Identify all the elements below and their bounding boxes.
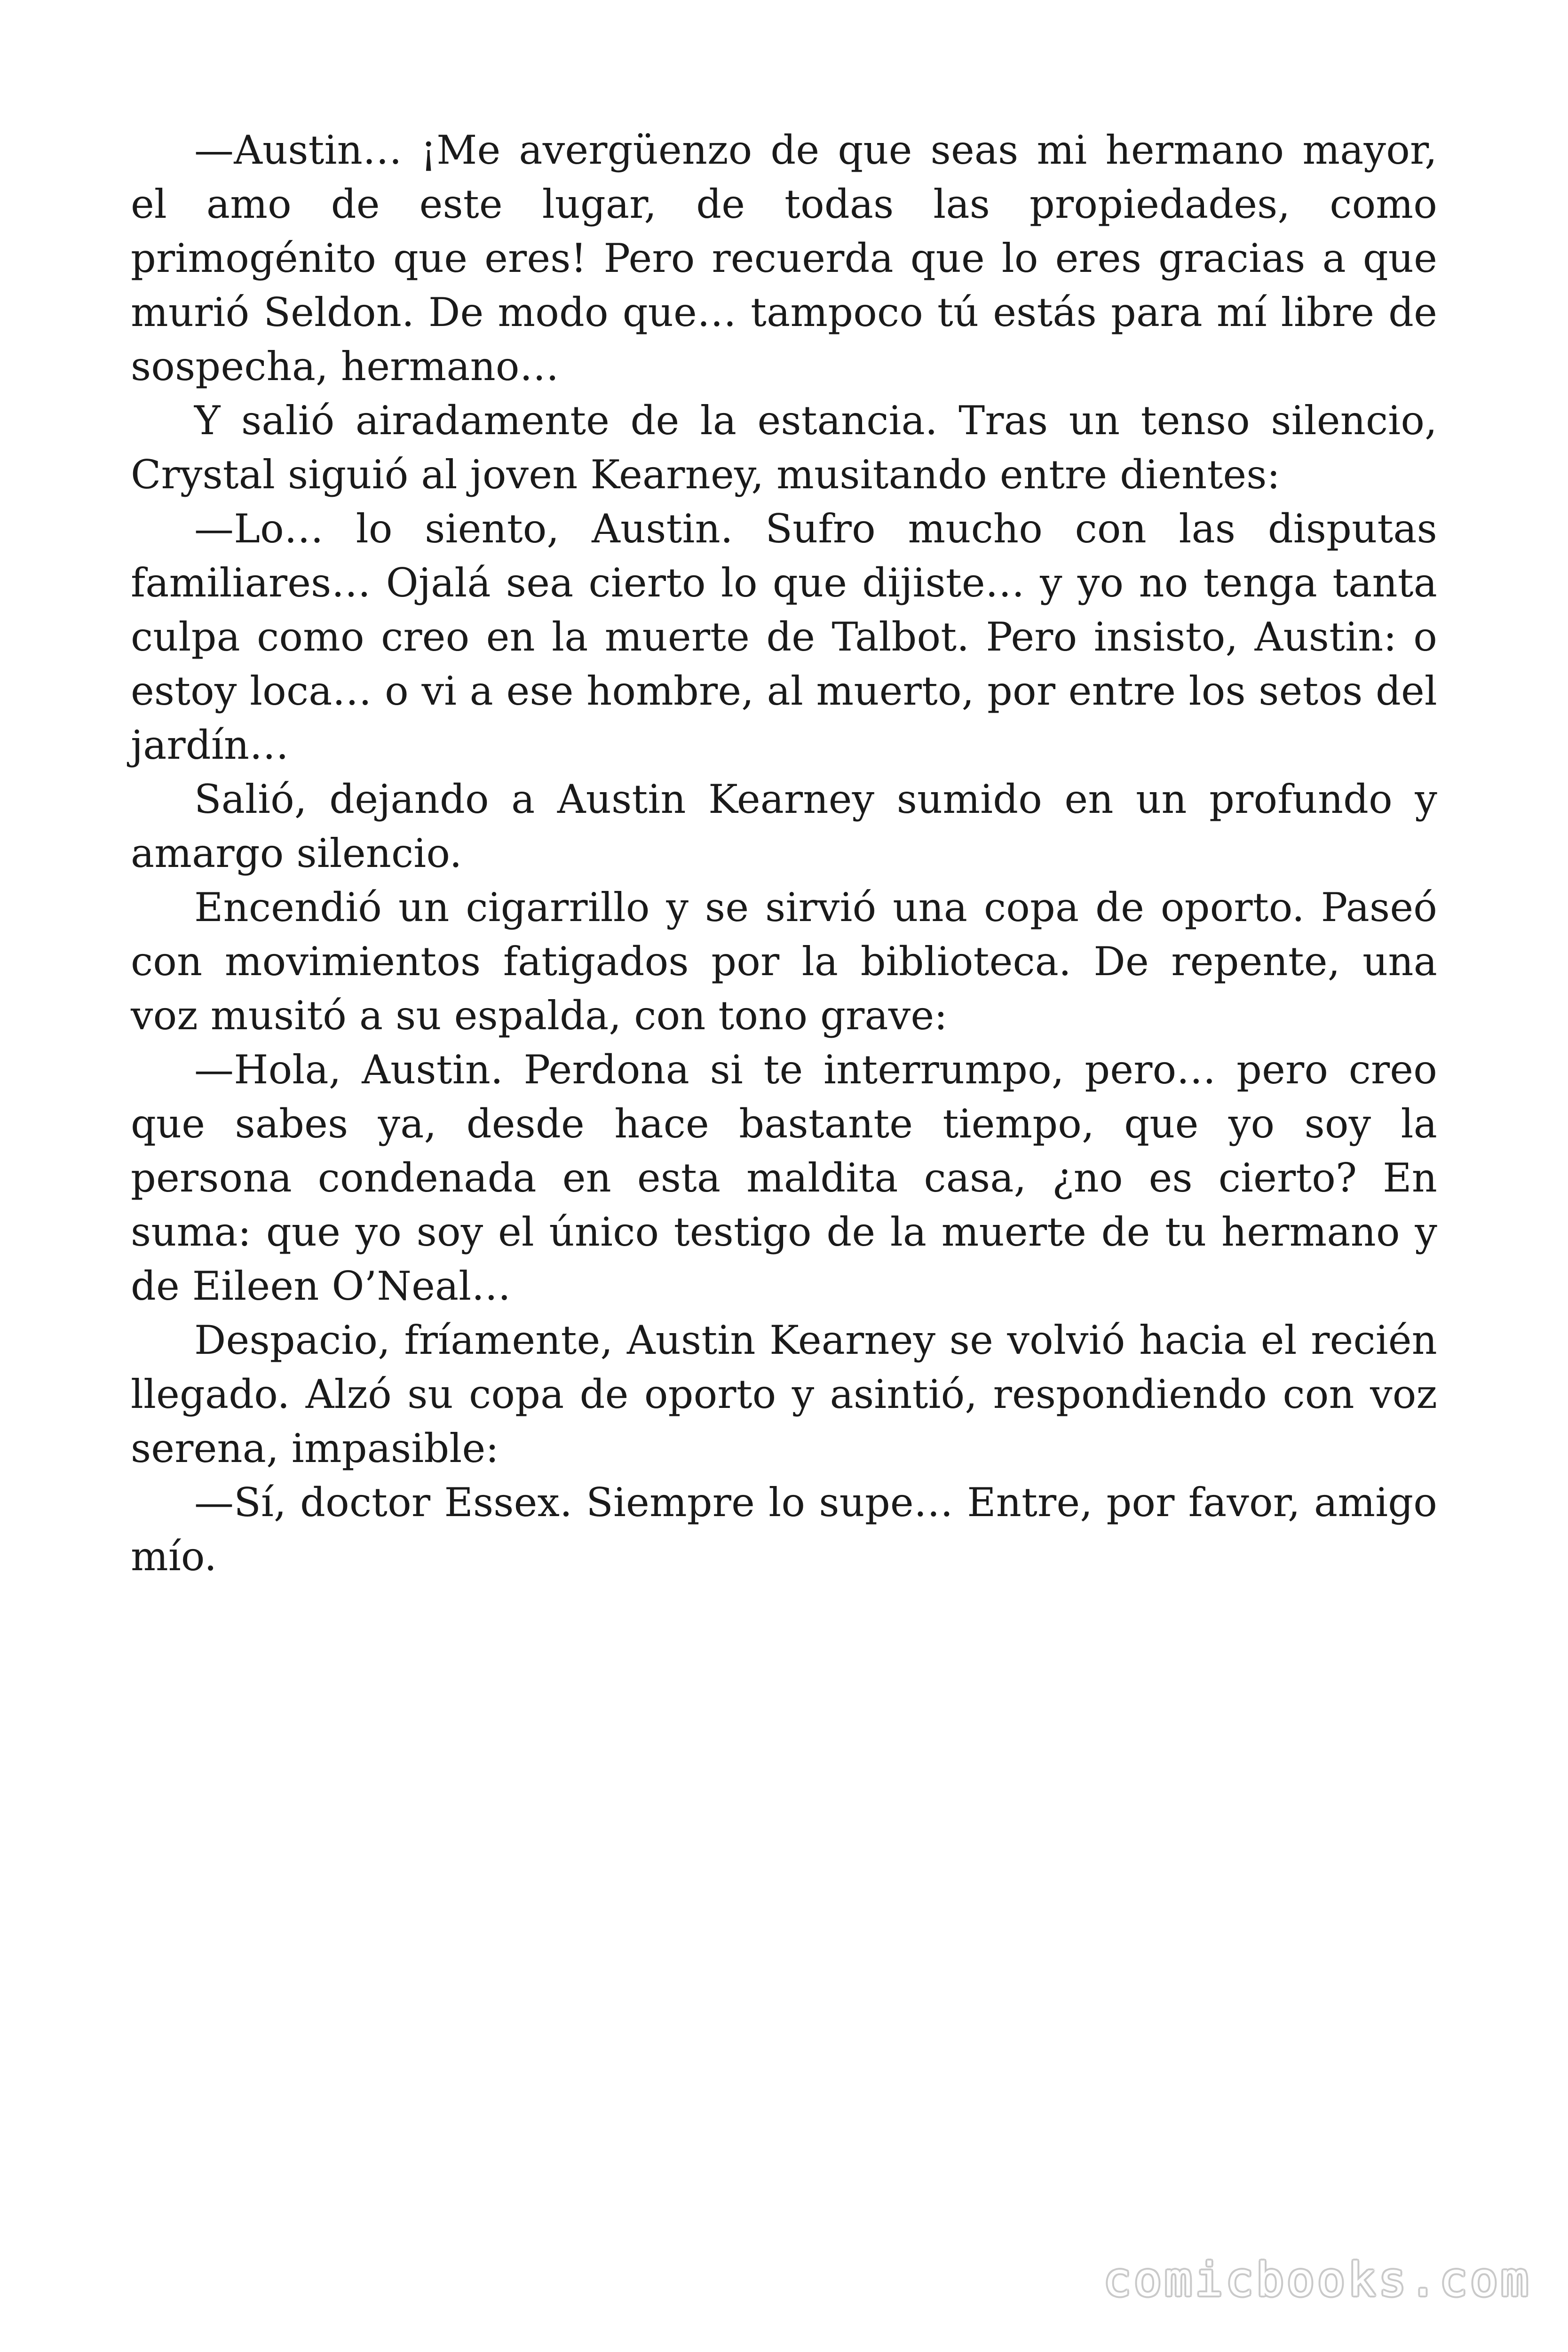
paragraph-6: —Hola, Austin. Perdona si te interrumpo, pero… pero creo que sabes ya, desde hace bastante tiempo, que yo soy la persona condenada en esta maldita casa, ¿no es cierto? En suma: que yo soy el único testigo de la muerte de tu hermano y de Eileen O’Neal…: [131, 1047, 1437, 1309]
page-text-body: [131, 123, 1437, 1584]
paragraph-4: Salió, dejando a Austin Kearney sumido en un profundo y amargo silencio.: [131, 776, 1437, 876]
paragraph-5: Encendió un cigarrillo y se sirvió una copa de oporto. Paseó con movimientos fatigados por la biblioteca. De repente, una voz musitó a su espalda, con tono grave:: [131, 884, 1437, 1039]
paragraph-7: Despacio, fríamente, Austin Kearney se volvió hacia el recién llegado. Alzó su copa de oporto y asintió, respondiendo con voz serena, impasible:: [131, 1317, 1437, 1471]
paragraph-1: —Austin… ¡Me avergüenzo de que seas mi hermano mayor, el amo de este lugar, de todas las propiedades, como primogénito que eres! Pero recuerda que lo eres gracias a que murió Seldon. De modo que… tampoco tú estás para mí libre de sospecha, hermano…: [131, 127, 1437, 389]
watermark-text: comicbooks.com: [1103, 2253, 1531, 2307]
paragraph-8: —Sí, doctor Essex. Siempre lo supe… Entre, por favor, amigo mío.: [131, 1479, 1437, 1580]
paragraph-2: Y salió airadamente de la estancia. Tras un tenso silencio, Crystal siguió al joven Kearney, musitando entre dientes:: [131, 397, 1437, 498]
paragraph-3: —Lo… lo siento, Austin. Sufro mucho con las disputas familiares… Ojalá sea cierto lo que dijiste… y yo no tenga tanta culpa como creo en la muerte de Talbot. Pero insisto, Austin: o estoy loca… o vi a ese hombre, al muerto, por entre los setos del jardín…: [131, 506, 1437, 768]
